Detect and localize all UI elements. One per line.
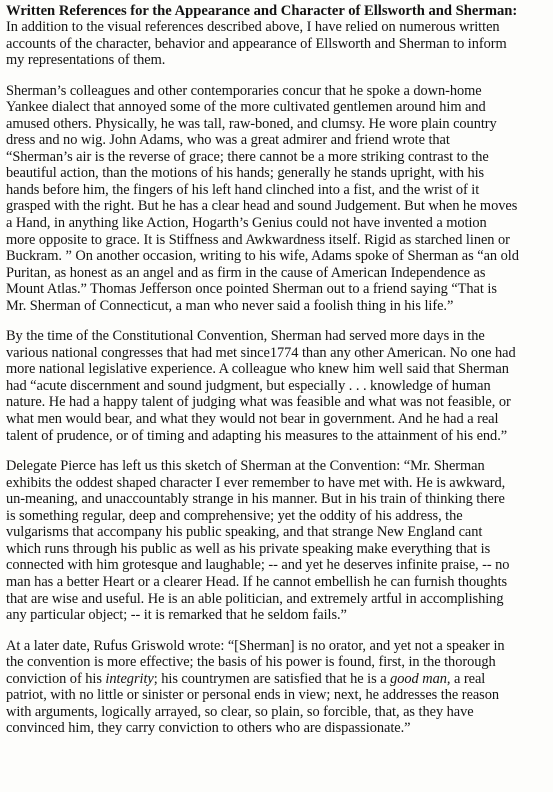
text-line: “Sherman’s air is the reverse of grace; there cannot be a more striking contrast to the: [6, 148, 489, 165]
text-line: talent of prudence, or of timing and adapting his measures to the attainment of his end.”: [6, 427, 508, 444]
text-line: Sherman’s colleagues and other contemporaries concur that he spoke a down-home: [6, 82, 482, 99]
paragraph-convention-experience: [6, 328, 549, 444]
text-line: amused others. Physically, he was tall, raw-boned, and clumsy. He wore plain country: [6, 115, 497, 132]
document-title: Written References for the Appearance and Character of Ellsworth and Sherman:: [6, 3, 518, 19]
text-line: [6, 671, 549, 688]
text-segment: conviction of his: [6, 670, 106, 687]
paragraph-sherman-description: [6, 83, 549, 315]
text-line: various national congresses that had met since1774 than any other American. No one had: [6, 344, 516, 361]
text-line: beautiful action, than the motions of his hands; generally he stands upright, with his: [6, 165, 485, 182]
text-line: more national legislative experience. A colleague who knew him well said that Sherman: [6, 361, 509, 378]
text-segment: , a real: [446, 670, 486, 687]
text-line: accounts of the character, behavior and appearance of Ellsworth and Sherman to inform: [6, 35, 507, 52]
text-line: Mount Atlas.” Thomas Jefferson once pointed Sherman out to a friend saying “That is: [6, 281, 497, 298]
text-line: Yankee dialect that annoyed some of the more cultivated gentlemen around him and: [6, 99, 486, 116]
text-line: convinced him, they carry conviction to others who are dispassionate.”: [6, 720, 411, 737]
text-line: At a later date, Rufus Griswold wrote: “[Sherman] is no orator, and yet not a speaker in: [6, 637, 505, 654]
text-line: what men would bear, and what they would not bear in government. And he had a real: [6, 411, 499, 428]
text-line: more opposite to grace. It is Stiffness and Awkwardness itself. Rigid as starched linen or: [6, 231, 510, 248]
text-line: nature. He had a happy talent of judging what was feasible and what was not feasible, or: [6, 394, 511, 411]
text-line: is something regular, deep and comprehensive; yet the oddity of his address, the: [6, 507, 463, 524]
text-line: exhibits the oddest shaped character I ever remember to have met with. He is awkward,: [6, 474, 506, 491]
text-line: dress and no wig. John Adams, who was a great admirer and friend wrote that: [6, 132, 450, 149]
text-line: a Hand, in anything like Action, Hogarth’s Genius could not have invented a motion: [6, 215, 487, 232]
text-line: with arguments, logically arrayed, so clear, so plain, so forcible, that, as they have: [6, 703, 474, 720]
text-line: hands before him, the fingers of his left hand clinched into a fist, and the wrist of it: [6, 181, 480, 198]
text-line: the convention is more effective; the basis of his power is found, first, in the thorough: [6, 654, 496, 671]
text-line: connected with him grotesque and laughable; -- and yet he deserves infinite praise, -- no: [6, 557, 510, 574]
text-line: my representations of them.: [6, 52, 166, 69]
text-line: Puritan, as honest as an angel and as firm in the cause of American Independence as: [6, 264, 486, 281]
emphasis-integrity: integrity: [105, 670, 154, 687]
text-line: that are wise and useful. He is an able politician, and extremely artful in accomplishing: [6, 590, 504, 607]
text-line: Mr. Sherman of Connecticut, a man who never said a foolish thing in his life.”: [6, 297, 454, 314]
text-line: grasped with the right. But he has a clear head and sound Judgement. But when he moves: [6, 198, 518, 215]
paragraph-pierce-sketch: [6, 458, 549, 623]
text-line: By the time of the Constitutional Convention, Sherman had served more days in the: [6, 328, 485, 345]
text-line: had “acute discernment and sound judgment, but especially . . . knowledge of human: [6, 377, 491, 394]
text-segment: ; his countrymen are satisfied that he is a: [153, 670, 391, 687]
paragraph-griswold-quote: [6, 638, 549, 737]
text-line: patriot, with no little or sinister or personal ends in view; next, he addresses the reason: [6, 687, 500, 704]
paragraph-intro: [6, 19, 549, 69]
text-line: which runs through his public as well as his private speaking make everything that is: [6, 540, 491, 557]
emphasis-good-man: good man: [390, 670, 447, 687]
text-line: vulgarisms that accompany his public speaking, and that strange New England cant: [6, 524, 483, 541]
text-line: Buckram. ” On another occasion, writing to his wife, Adams spoke of Sherman as “an old: [6, 248, 519, 265]
text-line: Delegate Pierce has left us this sketch of Sherman at the Convention: “Mr. Sherman: [6, 458, 485, 475]
text-line: man has a better Heart or a clearer Head. If he cannot embellish he can furnish thoughts: [6, 573, 508, 590]
text-line: any particular object; -- it is remarked that he seldom fails.”: [6, 607, 347, 624]
text-line: In addition to the visual references described above, I have relied on numerous written: [6, 19, 500, 35]
text-line: un-meaning, and unaccountably strange in his manner. But in his train of thinking there: [6, 491, 505, 508]
